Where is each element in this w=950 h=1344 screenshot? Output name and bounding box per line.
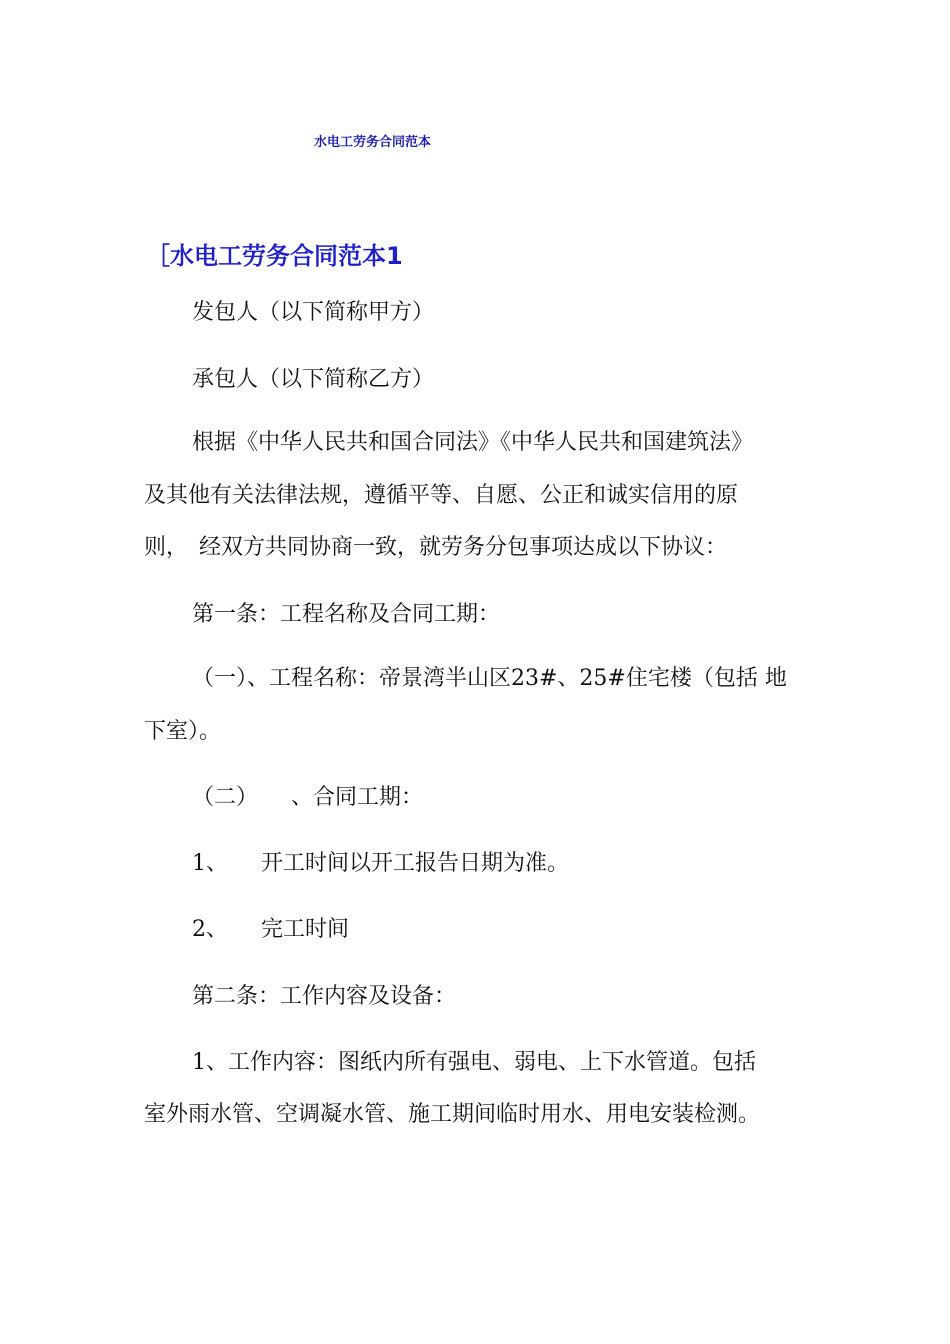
- project-name-line-1: （一）、工程名称：帝景湾半山区23#、25#住宅楼（包括 地: [192, 666, 787, 691]
- party-a-line: 发包人（以下简称甲方）: [192, 300, 435, 325]
- start-time-line: 1、 开工时间以开工报告日期为准。: [192, 851, 569, 876]
- preamble-line-1: 根据《中华人民共和国合同法》《中华人民共和国建筑法》: [192, 430, 754, 455]
- completion-time-line: 2、 完工时间: [192, 917, 349, 942]
- work-content-line-2: 室外雨水管、空调凝水管、施工期间临时用水、用电安装检测。: [144, 1102, 761, 1127]
- contract-period-line: （二） 、合同工期：: [192, 785, 424, 810]
- work-content-line-1: 1、工作内容：图纸内所有强电、弱电、上下水管道。包括: [192, 1050, 756, 1075]
- preamble-line-2: 及其他有关法律法规，遵循平等、自愿、公正和诚实信用的原: [144, 483, 739, 508]
- preamble-line-3: 则， 经双方共同协商一致，就劳务分包事项达成以下协议：: [144, 535, 728, 560]
- project-name-line-2: 下室）。: [144, 719, 222, 744]
- party-b-line: 承包人（以下简称乙方）: [192, 367, 435, 392]
- article-2-heading: 第二条：工作内容及设备：: [192, 984, 457, 1009]
- section-heading: ［水电工劳务合同范本1: [146, 242, 403, 270]
- document-header-title: 水电工劳务合同范本: [314, 135, 432, 150]
- article-1-heading: 第一条：工程名称及合同工期：: [192, 602, 501, 627]
